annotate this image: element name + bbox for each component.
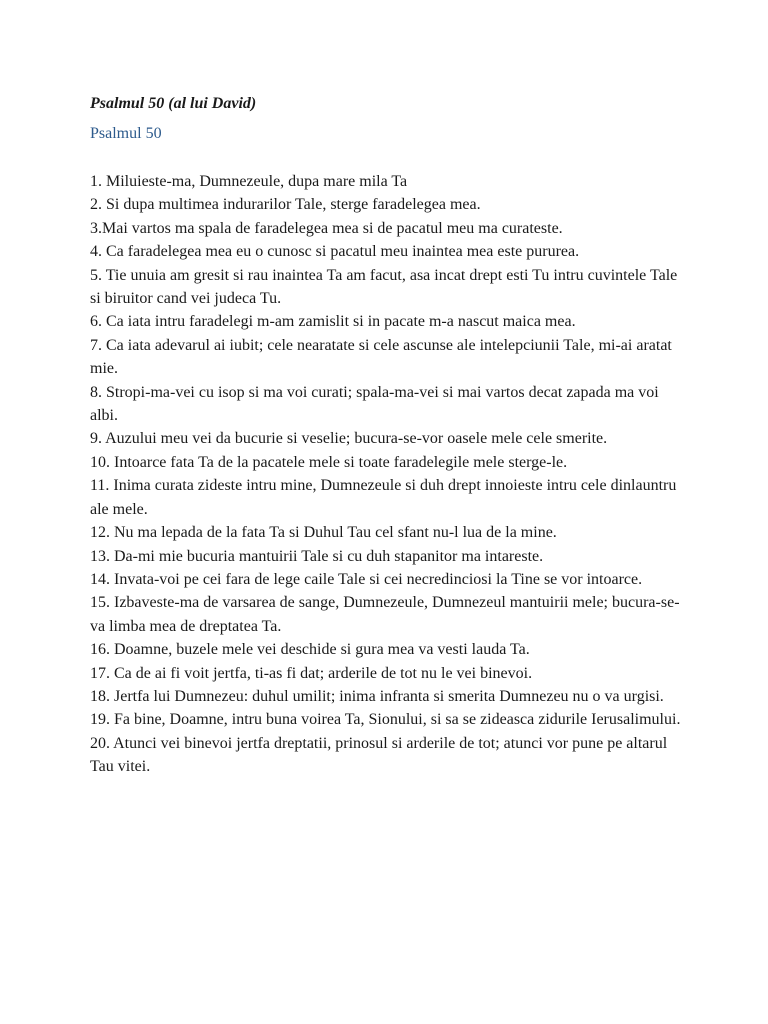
verse: 14. Invata-voi pe cei fara de lege caile Tale si cei necredinciosi la Tine se vor intoarce. (90, 570, 643, 588)
verse: 18. Jertfa lui Dumnezeu: duhul umilit; inima infranta si smerita Dumnezeu nu o va urgisi. (90, 687, 664, 705)
verse-list (90, 170, 690, 779)
verse: 8. Stropi-ma-vei cu isop si ma voi curati; spala-ma-vei si mai vartos decat zapada ma voi albi. (90, 383, 659, 425)
verse: 19. Fa bine, Doamne, intru buna voirea Ta, Sionului, si sa se zideasca zidurile Ierusalimului. (90, 711, 681, 729)
verse: 3.Mai vartos ma spala de faradelegea mea si de pacatul meu ma curateste. (90, 219, 563, 237)
verse: 17. Ca de ai fi voit jertfa, ti-as fi dat; arderile de tot nu le vei binevoi. (90, 664, 533, 682)
verse: 12. Nu ma lepada de la fata Ta si Duhul Tau cel sfant nu-l lua de la mine. (90, 524, 557, 542)
verse: 7. Ca iata adevarul ai iubit; cele nearatate si cele ascunse ale intelepciunii Tale, mi-ai aratat mie. (90, 336, 672, 378)
document-subtitle: Psalmul 50 (90, 125, 162, 142)
verse: 2. Si dupa multimea indurarilor Tale, sterge faradelegea mea. (90, 196, 481, 214)
verse: 11. Inima curata zideste intru mine, Dumnezeule si duh drept innoieste intru cele dinlauntru ale mele. (90, 477, 677, 518)
verse: 4. Ca faradelegea mea eu o cunosc si pacatul meu inaintea mea este pururea. (90, 243, 580, 261)
verse: 6. Ca iata intru faradelegi m-am zamislit si in pacate m-a nascut maica mea. (90, 313, 576, 331)
verse: 9. Auzului meu vei da bucurie si veselie; bucura-se-vor oasele mele cele smerite. (90, 430, 608, 448)
document-page (90, 92, 690, 779)
document-title: Psalmul 50 (al lui David) (90, 95, 257, 112)
verse: 13. Da-mi mie bucuria mantuirii Tale si cu duh stapanitor ma intareste. (90, 547, 544, 565)
verse: 5. Tie unuia am gresit si rau inaintea Ta am facut, asa incat drept esti Tu intru cuvintele Tale si biruitor cand vei judeca Tu. (90, 266, 678, 308)
verse: 16. Doamne, buzele mele vei deschide si gura mea va vesti lauda Ta. (90, 641, 530, 659)
verse: 1. Miluieste-ma, Dumnezeule, dupa mare mila Ta (90, 173, 408, 190)
verse: 15. Izbaveste-ma de varsarea de sange, Dumnezeule, Dumnezeul mantuirii mele; bucura-se-va limba mea de dreptatea Ta. (90, 594, 680, 635)
verse: 20. Atunci vei binevoi jertfa dreptatii, prinosul si arderile de tot; atunci vor pune pe altarul Tau vitei. (90, 734, 668, 776)
verse: 10. Intoarce fata Ta de la pacatele mele si toate faradelegile mele sterge-le. (90, 453, 568, 471)
